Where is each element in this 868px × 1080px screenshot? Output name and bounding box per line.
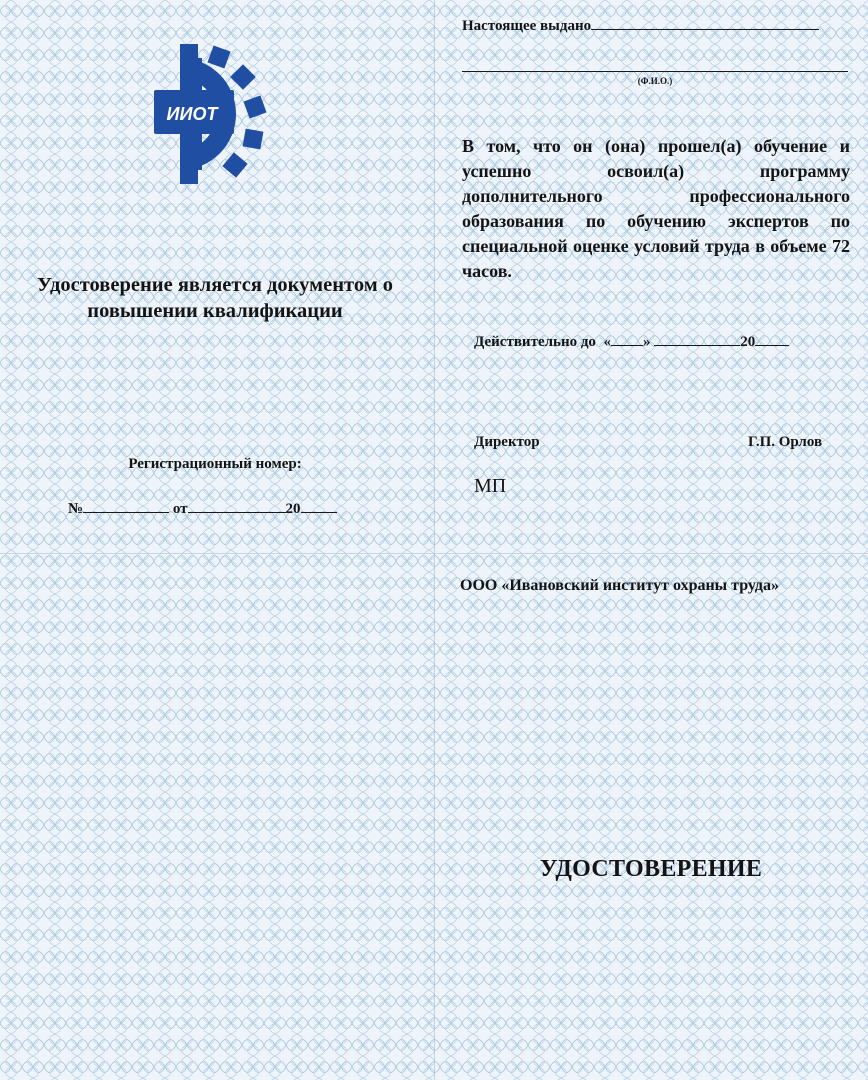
valid-until-label: Действительно до — [474, 334, 596, 350]
name-blank-line — [462, 71, 848, 72]
year-blank — [301, 497, 337, 513]
organization-name: ООО «Ивановский институт охраны труда» — [460, 577, 779, 594]
horizontal-fold-line — [0, 553, 868, 554]
certificate-statement: Удостоверение является документом о повышении квалификации — [36, 274, 394, 322]
director-name: Г.П. Орлов — [748, 434, 823, 450]
quote-close: » — [642, 334, 651, 350]
fio-caption: (Ф.И.О.) — [637, 76, 673, 86]
year-prefix: 20 — [285, 501, 301, 517]
director-label: Директор — [474, 434, 540, 450]
valid-year-blank — [755, 330, 789, 346]
issued-to-label: Настоящее выдано — [462, 18, 592, 34]
training-statement: В том, что он (она) прошел(а) обучение и успешно освоил(а) программу дополнительного профессионального образования по обучению экспертов по специальной оценке условий труда в объеме 72 часов. — [462, 136, 850, 281]
issued-to-blank — [591, 14, 819, 30]
vertical-fold-line — [434, 0, 435, 1080]
number-prefix: № — [68, 501, 84, 517]
logo-text: ИИОТ — [166, 104, 218, 124]
day-blank — [611, 330, 643, 346]
month-blank — [654, 330, 740, 346]
valid-year-prefix: 20 — [740, 334, 756, 350]
valid-until-line — [474, 330, 789, 351]
quote-open: « — [603, 334, 611, 350]
document-title: УДОСТОВЕРЕНИЕ — [539, 856, 763, 882]
issued-to-line — [462, 14, 819, 35]
seal-label: МП — [474, 475, 507, 497]
from-label: от — [172, 501, 188, 517]
number-blank — [83, 497, 169, 513]
gear-logo-icon — [140, 38, 270, 188]
registration-label: Регистрационный номер: — [128, 456, 302, 472]
date-blank — [188, 497, 286, 513]
registration-number-line — [68, 497, 337, 518]
